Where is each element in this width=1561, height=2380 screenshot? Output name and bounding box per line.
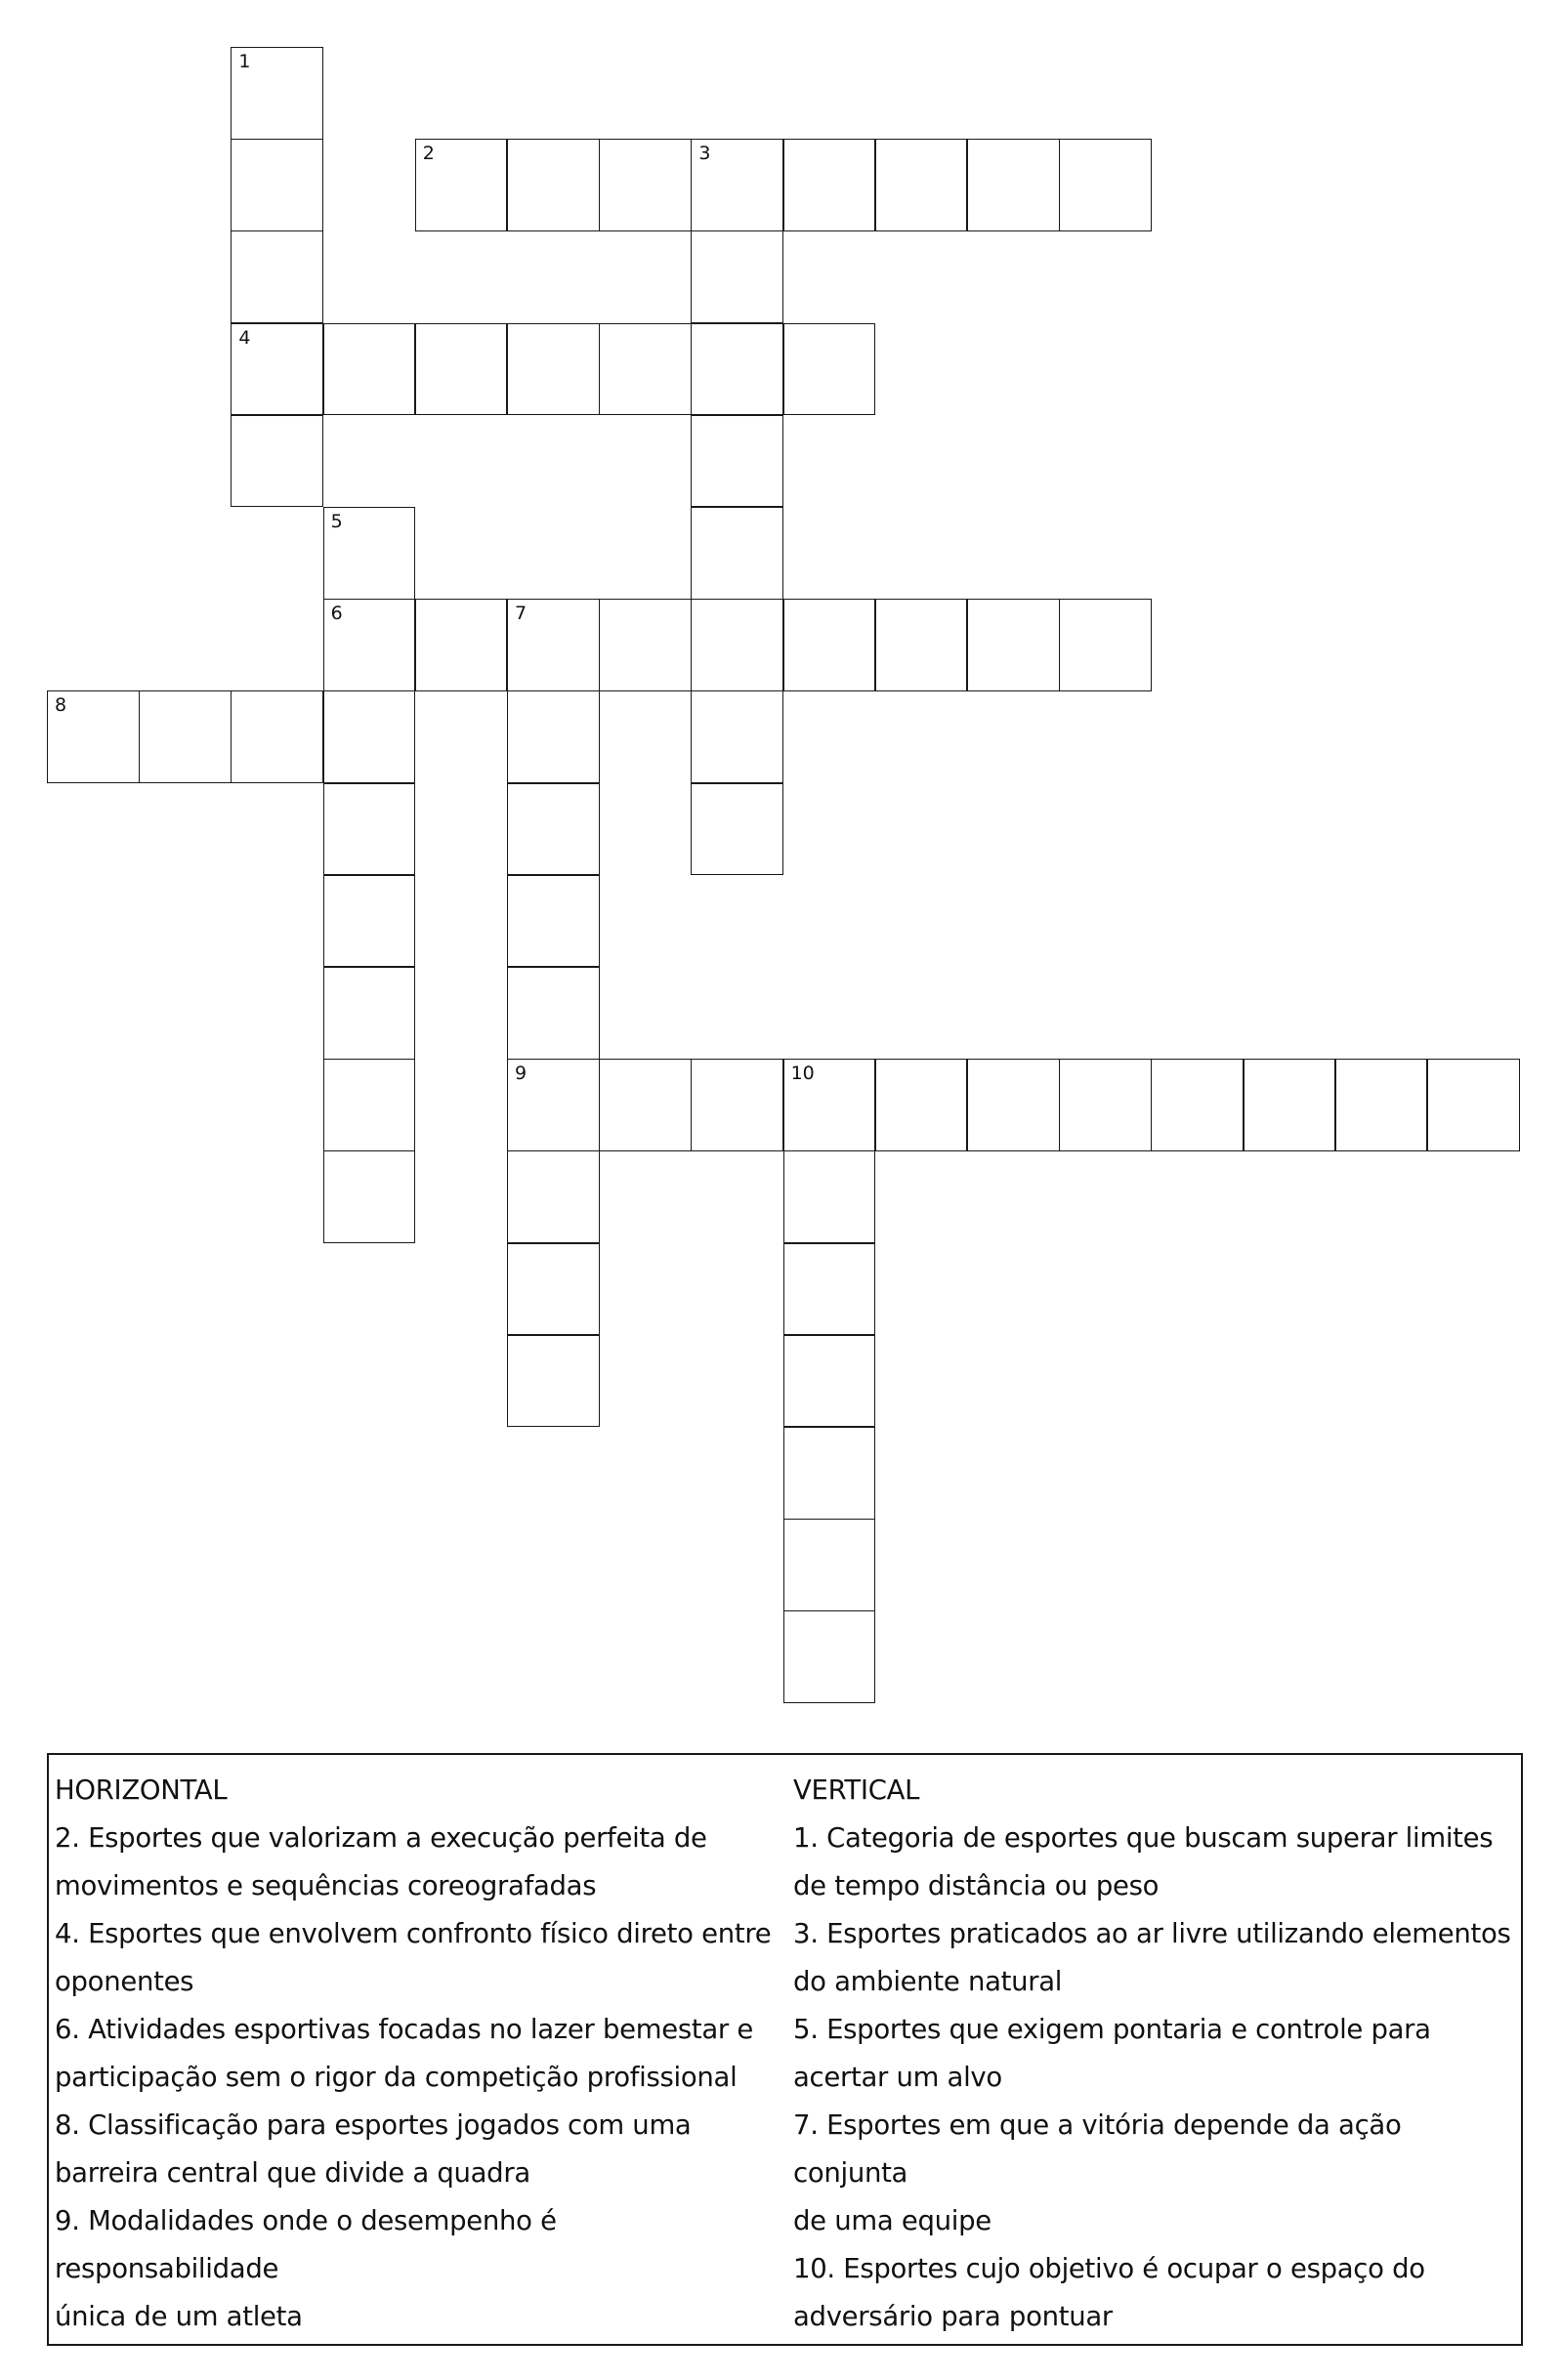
crossword-cell[interactable]: [507, 139, 600, 231]
crossword-cell[interactable]: [783, 599, 876, 691]
clue-h9: [55, 2197, 787, 2341]
clue-h6-line2: participação sem o rigor da competição profissional: [55, 2062, 738, 2093]
crossword-cell[interactable]: [323, 967, 416, 1060]
crossword-cell[interactable]: [415, 139, 508, 231]
clue-v1: [793, 1815, 1521, 1910]
crossword-cell[interactable]: [967, 599, 1060, 691]
crossword-cell[interactable]: [783, 1150, 876, 1243]
clue-v10: [793, 2245, 1521, 2341]
clue-h2-line2: movimentos e sequências coreografadas: [55, 1870, 597, 1901]
crossword-cell[interactable]: [323, 1150, 416, 1243]
clue-number: 10: [790, 1063, 815, 1085]
clue-v3-line2: do ambiente natural: [793, 1966, 1063, 1997]
vertical-clues: [793, 1767, 1521, 2341]
crossword-cell[interactable]: [783, 323, 876, 416]
crossword-cell[interactable]: [507, 1243, 600, 1336]
crossword-cell[interactable]: [783, 1335, 876, 1428]
clue-h9-line2: única de um atleta: [55, 2301, 303, 2332]
clue-number: 2: [422, 143, 435, 165]
crossword-cell[interactable]: [599, 1059, 692, 1151]
crossword-cell[interactable]: [323, 599, 416, 691]
crossword-cell[interactable]: [691, 323, 783, 416]
crossword-cell[interactable]: [1059, 1059, 1152, 1151]
crossword-cell[interactable]: [875, 599, 968, 691]
crossword-cell[interactable]: [231, 415, 323, 508]
clue-number: 8: [55, 694, 67, 717]
clue-h4-line1: 4. Esportes que envolvem confronto físico direto entre: [55, 1918, 772, 1949]
clue-v7-line1: 7. Esportes em que a vitória depende da ação conjunta: [793, 2109, 1402, 2189]
crossword-cell[interactable]: [47, 690, 140, 783]
crossword-cell[interactable]: [1244, 1059, 1336, 1151]
horizontal-heading: HORIZONTAL: [55, 1775, 228, 1806]
clue-v10-line2: adversário para pontuar: [793, 2301, 1113, 2332]
crossword-cell[interactable]: [691, 415, 783, 508]
crossword-cell[interactable]: [691, 230, 783, 323]
crossword-cell[interactable]: [875, 139, 968, 231]
crossword-cell[interactable]: [599, 323, 692, 416]
crossword-cell[interactable]: [1335, 1059, 1428, 1151]
crossword-cell[interactable]: [507, 1335, 600, 1428]
crossword-cell[interactable]: [231, 230, 323, 323]
clue-h8-line2: barreira central que divide a quadra: [55, 2157, 530, 2189]
crossword-cell[interactable]: [1059, 599, 1152, 691]
clue-number: 6: [330, 603, 343, 625]
clue-h6: [55, 2006, 787, 2102]
crossword-cell[interactable]: [507, 690, 600, 783]
clue-number: 5: [330, 511, 343, 532]
clue-v7: [793, 2102, 1521, 2245]
clue-number: 3: [698, 143, 711, 165]
crossword-cell[interactable]: [323, 783, 416, 876]
clue-h2-line1: 2. Esportes que valorizam a execução perfeita de: [55, 1822, 707, 1854]
clue-v7-line2: de uma equipe: [793, 2205, 991, 2236]
crossword-cell[interactable]: [507, 599, 600, 691]
clue-number: 1: [238, 51, 251, 72]
clue-v1-line1: 1. Categoria de esportes que buscam superar limites: [793, 1822, 1494, 1854]
crossword-cell[interactable]: [139, 690, 232, 783]
crossword-cell[interactable]: [691, 139, 783, 231]
clue-number: 7: [515, 603, 527, 625]
clue-number: 4: [238, 326, 251, 349]
clue-v5-line2: acertar um alvo: [793, 2062, 1002, 2093]
crossword-cell[interactable]: [323, 875, 416, 968]
crossword-cell[interactable]: [691, 507, 783, 600]
clue-h4: [55, 1910, 787, 2006]
crossword-cell[interactable]: [1151, 1059, 1244, 1151]
crossword-cell[interactable]: [691, 783, 783, 876]
crossword-cell[interactable]: [415, 599, 508, 691]
crossword-cell[interactable]: [507, 783, 600, 876]
crossword-cell[interactable]: [507, 1150, 600, 1243]
crossword-cell[interactable]: [1059, 139, 1152, 231]
crossword-cell[interactable]: [967, 139, 1060, 231]
crossword-cell[interactable]: [507, 1059, 600, 1151]
crossword-cell[interactable]: [967, 1059, 1060, 1151]
crossword-cell[interactable]: [507, 967, 600, 1060]
clue-h4-line2: oponentes: [55, 1966, 194, 1997]
crossword-cell[interactable]: [691, 690, 783, 783]
clue-v5: [793, 2006, 1521, 2102]
clue-v10-line1: 10. Esportes cujo objetivo é ocupar o espaço do: [793, 2253, 1425, 2284]
vertical-heading: VERTICAL: [793, 1775, 920, 1806]
crossword-cell[interactable]: [783, 1059, 876, 1151]
clue-h8-line1: 8. Classificação para esportes jogados com uma: [55, 2109, 692, 2141]
crossword-cell[interactable]: [507, 875, 600, 968]
crossword-cell[interactable]: [323, 1059, 416, 1151]
crossword-cell[interactable]: [783, 1610, 876, 1703]
clue-v3: [793, 1910, 1521, 2006]
crossword-cell[interactable]: [231, 139, 323, 231]
clues-box: [47, 1753, 1523, 2346]
clue-v5-line1: 5. Esportes que exigem pontaria e controle para: [793, 2014, 1431, 2045]
crossword-cell[interactable]: [783, 1243, 876, 1336]
crossword-cell[interactable]: [599, 599, 692, 691]
clue-h9-line1: 9. Modalidades onde o desempenho é responsabilidade: [55, 2205, 557, 2284]
crossword-cell[interactable]: [415, 323, 508, 416]
crossword-cell[interactable]: [875, 1059, 968, 1151]
clue-v1-line2: de tempo distância ou peso: [793, 1870, 1160, 1901]
crossword-cell[interactable]: [231, 323, 323, 416]
crossword-cell[interactable]: [691, 1059, 783, 1151]
crossword-cell[interactable]: [507, 323, 600, 416]
crossword-cell[interactable]: [231, 690, 323, 783]
clue-h8: [55, 2102, 787, 2197]
crossword-cell[interactable]: [323, 690, 416, 783]
crossword-cell[interactable]: [323, 507, 416, 600]
crossword-cell[interactable]: [783, 139, 876, 231]
horizontal-clues: [55, 1767, 787, 2341]
crossword-cell[interactable]: [1427, 1059, 1520, 1151]
clue-h6-line1: 6. Atividades esportivas focadas no lazer bemestar e: [55, 2014, 754, 2045]
crossword-cell[interactable]: [599, 139, 692, 231]
crossword-cell[interactable]: [783, 1427, 876, 1520]
crossword-cell[interactable]: [323, 323, 416, 416]
crossword-cell[interactable]: [783, 1519, 876, 1611]
crossword-cell[interactable]: [691, 599, 783, 691]
clue-v3-line1: 3. Esportes praticados ao ar livre utilizando elementos: [793, 1918, 1511, 1949]
clue-h2: [55, 1815, 787, 1910]
clue-number: 9: [515, 1063, 527, 1085]
crossword-cell[interactable]: [231, 47, 323, 140]
